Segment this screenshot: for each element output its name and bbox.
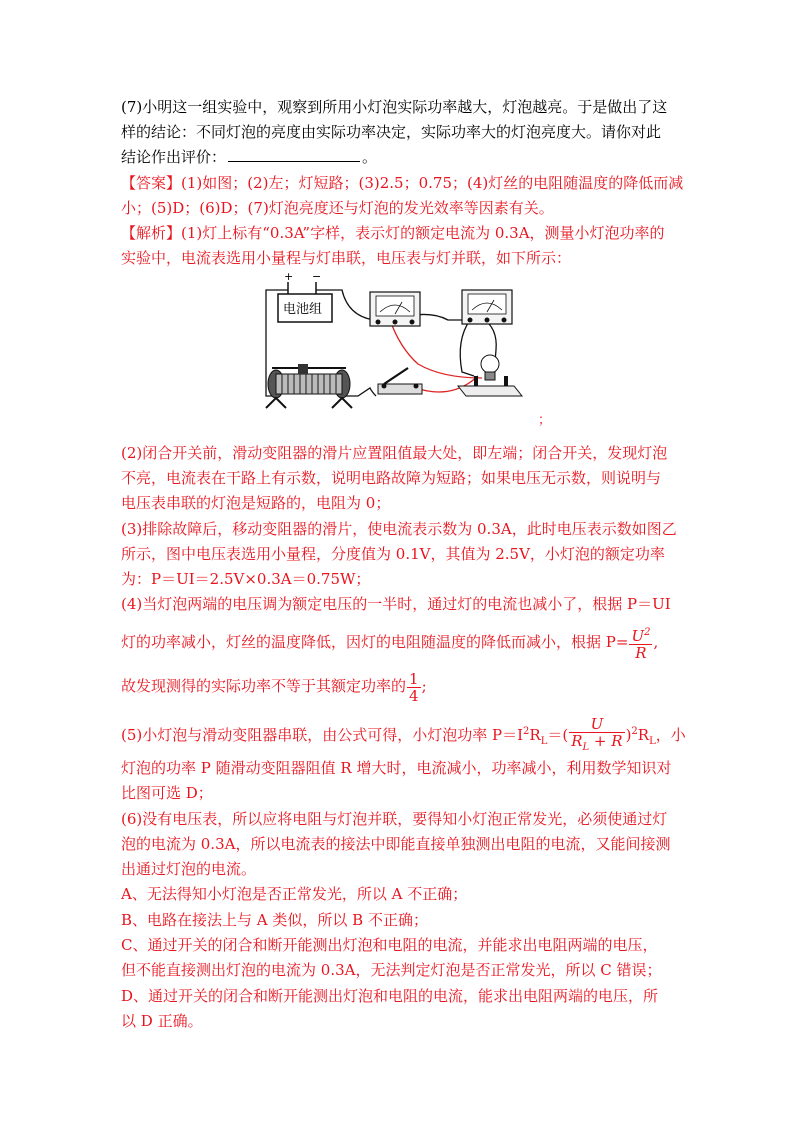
analysis5-text-e: R — [637, 726, 650, 744]
fraction-denominator: R — [635, 644, 647, 662]
current-exponent: 2 — [523, 726, 530, 737]
analysis3-line-3: 为：P＝UI＝2.5V×0.3A＝0.75W； — [121, 570, 371, 588]
analysis4-line-1: (4)当灯泡两端的电压调为额定电压的一半时，通过灯的电流也减小了，根据 P＝UI — [121, 595, 671, 613]
quarter-fraction — [407, 671, 421, 704]
option-d-line-1: D、通过开关的闭合和断开能测出灯泡和电阻的电流，能求出电阻两端的电压，所 — [121, 987, 659, 1005]
option-a-line: A、无法得知小灯泡是否正常发光，所以 A 不正确； — [121, 885, 468, 903]
ammeter — [370, 292, 420, 326]
analysis6-line-3: 出通过灯泡的电流。 — [121, 860, 257, 878]
analysis6-line-2: 泡的电流为 0.3A，所以电流表的接法中即能直接单独测出电阻的电流，又能间接测 — [121, 835, 671, 853]
analysis6-line-1: (6)没有电压表，所以应将电阻与灯泡并联，要得知小灯泡正常发光，必须使通过灯 — [121, 810, 668, 828]
analysis5-text-f: ，小 — [655, 726, 686, 744]
rheostat — [266, 364, 352, 408]
power-fraction — [629, 625, 652, 661]
battery-minus: − — [312, 270, 322, 283]
analysis4-line-3-text: 故发现测得的实际功率不等于其额定功率的 — [121, 677, 407, 695]
analysis5-line-2: 灯泡的功率 P 随滑动变阻器阻值 R 增大时，电流减小，功率减小，利用数学知识对 — [121, 759, 672, 777]
analysis5-text-a: (5)小灯泡与滑动变阻器串联，由公式可得，小灯泡功率 P＝I — [121, 726, 524, 744]
quarter-denominator: 4 — [409, 686, 419, 705]
series-fraction — [569, 716, 624, 756]
option-c-line-2: 但不能直接测出灯泡的电流为 0.3A，无法判定灯泡是否正常发光，所以 C 错误； — [121, 961, 662, 979]
analysis2-line-2: 不亮，电流表在干路上有示数，说明电路故障为短路；如果电压无示数，则说明与 — [121, 469, 662, 487]
question7-line-3-text: 结论作出评价： — [121, 148, 227, 166]
battery-plus: + — [284, 270, 294, 283]
analysis5-line-3: 比图可选 D； — [121, 784, 213, 802]
fraction-exponent: 2 — [644, 627, 651, 638]
resistance-subscript: L — [540, 736, 548, 747]
lamp — [458, 355, 522, 396]
question7-end: 。 — [362, 148, 378, 166]
option-d-line-2: 以 D 正确。 — [121, 1012, 203, 1030]
analysis4-line-2 — [121, 622, 681, 662]
fraction-square-exponent: 2 — [631, 726, 638, 737]
analysis1-line-1: 【解析】(1)灯上标有“0.3A”字样，表示灯的额定电流为 0.3A，测量小灯泡功率的 — [121, 224, 665, 242]
voltmeter — [462, 290, 512, 324]
switch — [378, 368, 422, 394]
analysis1-line-2: 实验中，电流表选用小量程与灯串联，电压表与灯并联，如下所示： — [121, 249, 572, 267]
series-denominator-sub: L — [582, 742, 590, 753]
question7-line-3 — [121, 146, 681, 168]
analysis5-line-1 — [121, 712, 686, 753]
question7-line-2: 样的结论：不同灯泡的亮度由实际功率决定，实际功率大的灯泡亮度大。请你对此 — [121, 123, 662, 141]
option-c-line-1: C、通过开关的闭合和断开能测出灯泡和电阻的电流，并能求出电阻两端的电压， — [121, 936, 658, 954]
series-numerator: U — [569, 716, 624, 733]
analysis3-line-1: (3)排除故障后，移动变阻器的滑片，使电流表示数为 0.3A，此时电压表示数如图乙 — [121, 520, 677, 538]
question7-line-1: (7)小明这一组实验中，观察到所用小灯泡实际功率越大，灯泡越亮。于是做出了这 — [121, 98, 668, 116]
analysis4-line-2-end: , — [653, 633, 659, 651]
series-denominator-b: + R — [589, 732, 623, 750]
circuit-diagram — [252, 268, 552, 428]
answer-line-2: 小；(5)D；(6)D；(7)灯泡亮度还与灯泡的发光效率等因素有关。 — [121, 199, 554, 217]
analysis4-line-3-end: ; — [421, 677, 427, 695]
analysis3-line-2: 所示，图中电压表选用小量程，分度值为 0.1V，其值为 2.5V，小灯泡的额定功率 — [121, 545, 665, 563]
analysis4-line-3 — [121, 666, 681, 706]
option-b-line: B、电路在接法上与 A 类似，所以 B 不正确； — [121, 911, 428, 929]
answer-blank — [228, 147, 360, 162]
analysis4-line-2-text: 灯的功率减小，灯丝的温度降低，因灯的电阻随温度的降低而减小，根据 P= — [121, 633, 629, 651]
resistance-subscript-2: L — [649, 736, 656, 747]
analysis5-text-b: R — [529, 726, 541, 744]
battery-label: 电池组 — [283, 302, 323, 317]
analysis2-line-3: 电压表串联的灯泡是短路的，电阻为 0； — [121, 494, 391, 512]
figure-trailing-mark: ； — [538, 413, 552, 428]
quarter-numerator: 1 — [409, 669, 419, 688]
series-denominator-a: R — [571, 732, 583, 750]
fraction-numerator: U — [631, 627, 645, 645]
analysis5-text-c: ＝( — [547, 726, 569, 744]
analysis2-line-1: (2)闭合开关前，滑动变阻器的滑片应置阻值最大处，即左端；闭合开关，发现灯泡 — [121, 444, 668, 462]
analysis5-text-d: ) — [625, 726, 632, 744]
answer-line-1: 【答案】(1)如图；(2)左；灯短路；(3)2.5；0.75；(4)灯丝的电阻随温度的降低而减 — [121, 174, 684, 192]
